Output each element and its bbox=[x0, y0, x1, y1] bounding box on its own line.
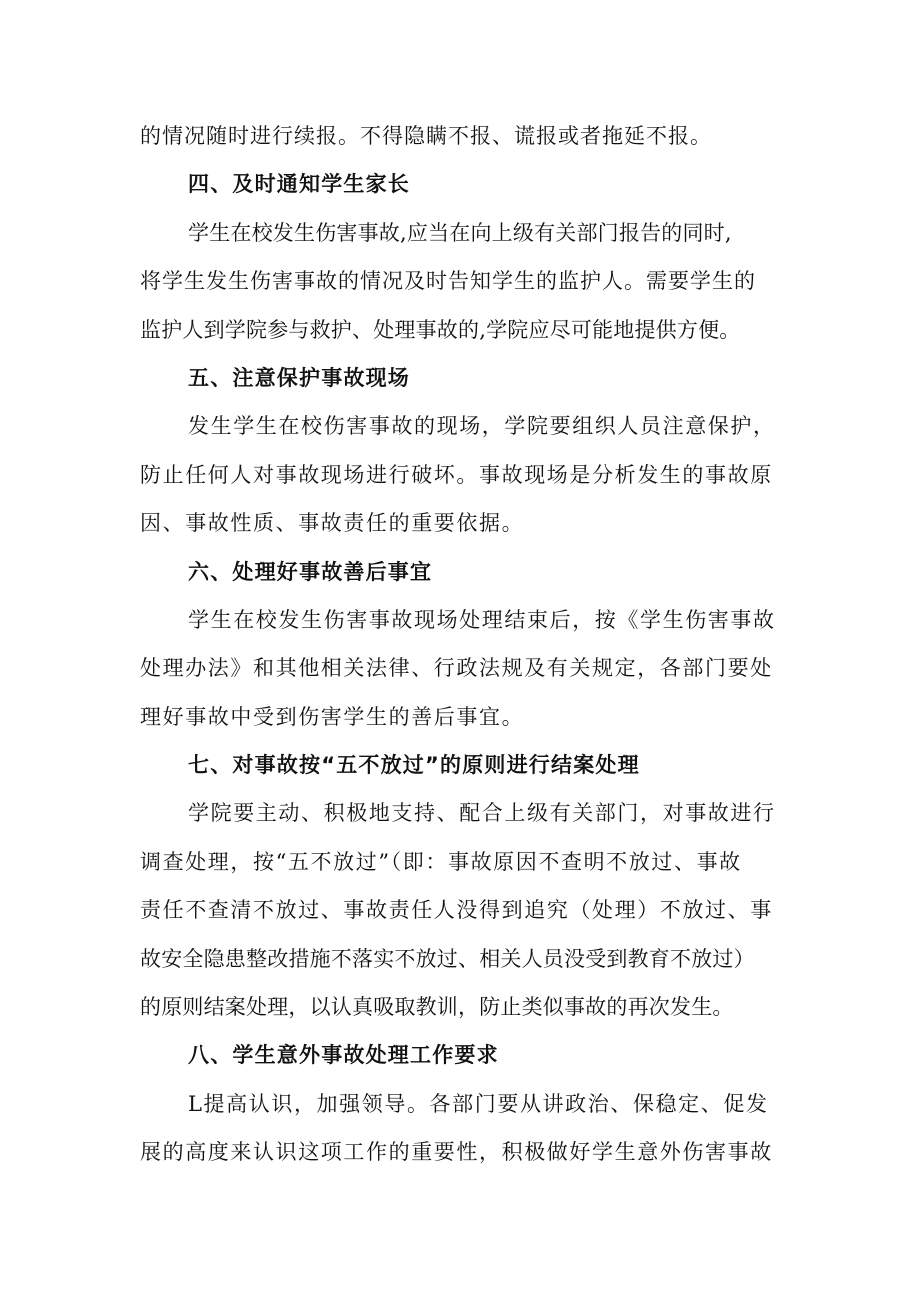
paragraph-line: 将学生发生伤害事故的情况及时告知学生的监护人。需要学生的 bbox=[140, 269, 756, 294]
document-page bbox=[140, 112, 790, 1177]
section-heading-7: 七、对事故按“五不放过”的原则进行结案处理 bbox=[188, 753, 640, 778]
paragraph-line: 的情况随时进行续报。不得隐瞒不报、谎报或者拖延不报。 bbox=[140, 124, 712, 148]
paragraph-line: 监护人到学院参与救护、处理事故的,学院应尽可能地提供方便。 bbox=[140, 317, 741, 342]
paragraph-line: 发生学生在校伤害事故的现场，学院要组织人员注意保护， bbox=[188, 414, 776, 439]
paragraph-line: 学生在校发生伤害事故,应当在向上级有关部门报告的同时, bbox=[188, 220, 732, 245]
paragraph-line: 处理办法》和其他相关法律、行政法规及有关规定，各部门要处 bbox=[140, 656, 773, 681]
paragraph-line: L提高认识，加强领导。各部门要从讲政治、保稳定、促发 bbox=[188, 1091, 769, 1116]
paragraph-line: 责任不查清不放过、事故责任人没得到追究（处理）不放过、事 bbox=[140, 898, 773, 923]
section-heading-8: 八、学生意外事故处理工作要求 bbox=[188, 1043, 499, 1068]
paragraph-line: 故安全隐患整改措施不落实不放过、相关人员没受到教育不放过） bbox=[140, 946, 755, 971]
paragraph-line: 学院要主动、积极地支持、配合上级有关部门，对事故进行 bbox=[188, 801, 776, 826]
section-heading-6: 六、处理好事故善后事宜 bbox=[188, 559, 433, 584]
paragraph-line: 调查处理，按“五不放过”（即：事故原因不查明不放过、事故 bbox=[140, 849, 742, 874]
paragraph-line: 学生在校发生伤害事故现场处理结束后，按《学生伤害事故 bbox=[188, 607, 776, 632]
paragraph-line: 理好事故中受到伤害学生的善后事宜。 bbox=[140, 704, 525, 729]
section-heading-4: 四、及时通知学生家长 bbox=[188, 172, 410, 197]
paragraph-line: 的原则结案处理，以认真吸取教训，防止类似事故的再次发生。 bbox=[140, 995, 734, 1020]
paragraph-line: 展的高度来认识这项工作的重要性，积极做好学生意外伤害事故 bbox=[140, 1140, 773, 1165]
paragraph-line: 防止任何人对事故现场进行破坏。事故现场是分析发生的事故原 bbox=[140, 462, 773, 487]
section-heading-5: 五、注意保护事故现场 bbox=[188, 365, 410, 390]
paragraph-line: 因、事故性质、事故责任的重要依据。 bbox=[140, 511, 525, 536]
